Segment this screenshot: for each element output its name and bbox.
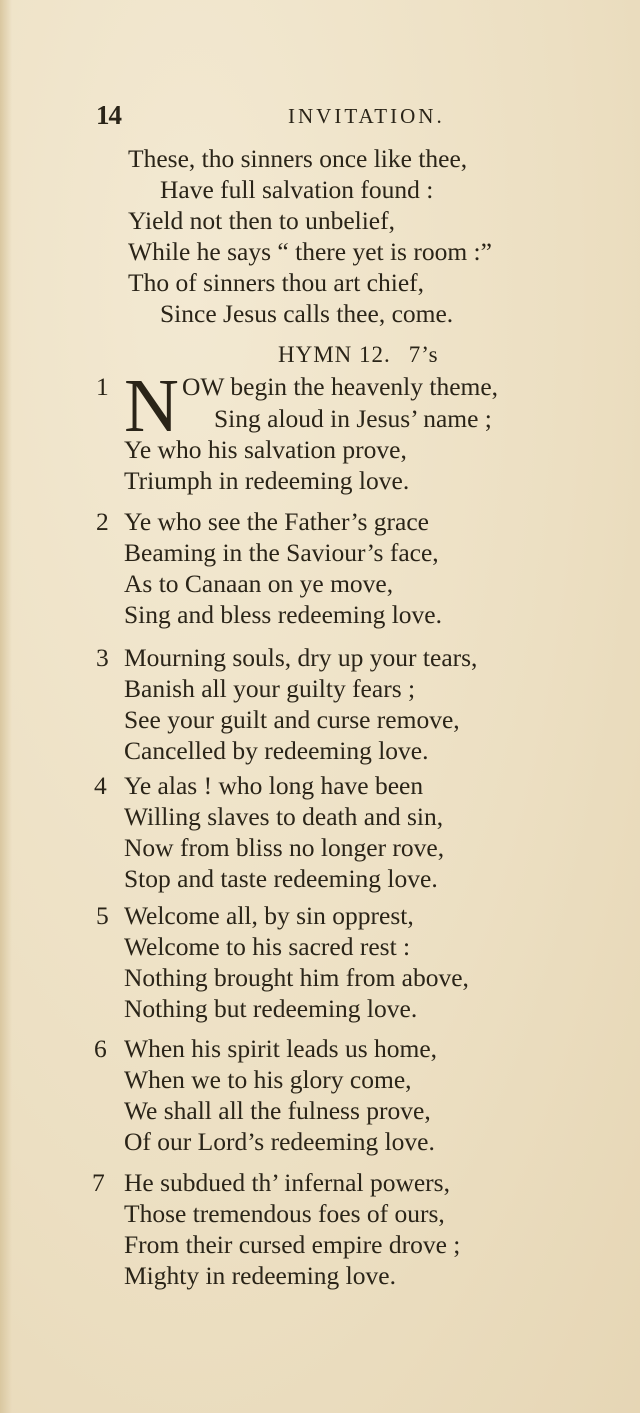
stanza-number: 3	[96, 643, 109, 672]
stanza-line: Willing slaves to death and sin,	[124, 802, 444, 831]
continuation-line: These, tho sinners once like thee,	[128, 144, 468, 173]
continuation-line: While he says “ there yet is room :”	[128, 237, 492, 266]
stanza-line: Ye who his salvation prove,	[124, 435, 407, 464]
page-header	[96, 100, 496, 134]
hymn-meter: 7’s	[408, 342, 439, 367]
stanza-line: When his spirit leads us home,	[124, 1034, 438, 1063]
stanza-number: 4	[94, 771, 107, 800]
stanza-line: From their cursed empire drove ;	[124, 1230, 461, 1259]
stanza-line: See your guilt and curse remove,	[124, 705, 460, 734]
first-line-rest: OW begin the heavenly theme,	[182, 372, 499, 401]
stanza-line: Mourning souls, dry up your tears,	[124, 643, 478, 672]
stanza-line: Triumph in redeeming love.	[124, 466, 410, 495]
stanza-line: Cancelled by redeeming love.	[124, 736, 429, 765]
stanza-line: Those tremendous foes of ours,	[124, 1199, 445, 1228]
stanza-line: Nothing but redeeming love.	[124, 994, 418, 1023]
stanza-line: Welcome to his sacred rest :	[124, 932, 411, 961]
continuation-line: Have full salvation found :	[160, 175, 434, 204]
stanza-number: 2	[96, 507, 109, 536]
drop-cap: N	[124, 364, 179, 448]
stanza-line: Welcome all, by sin opprest,	[124, 901, 414, 930]
page-number: 14	[96, 100, 121, 130]
stanza-line: Stop and taste redeeming love.	[124, 864, 438, 893]
continuation-line: Since Jesus calls thee, come.	[160, 299, 454, 328]
stanza-line: Now from bliss no longer rove,	[124, 833, 445, 862]
continuation-line: Yield not then to unbelief,	[128, 206, 395, 235]
stanza-line: As to Canaan on ye move,	[124, 569, 394, 598]
stanza-line: We shall all the fulness prove,	[124, 1096, 431, 1125]
stanza-line: Beaming in the Saviour’s face,	[124, 538, 439, 567]
hymn-number: HYMN 12.	[278, 342, 391, 367]
stanza-line: Banish all your guilty fears ;	[124, 674, 416, 703]
stanza-line: Of our Lord’s redeeming love.	[124, 1127, 435, 1156]
running-title: INVITATION.	[288, 104, 445, 128]
stanza-line: Ye alas ! who long have been	[124, 771, 424, 800]
stanza-line: When we to his glory come,	[124, 1065, 412, 1094]
stanza-line: Ye who see the Father’s grace	[124, 507, 429, 536]
stanza-number: 6	[94, 1034, 107, 1063]
hymn-title	[278, 342, 439, 368]
continuation-line: Tho of sinners thou art chief,	[128, 268, 425, 297]
stanza-line: He subdued th’ infernal powers,	[124, 1168, 450, 1197]
stanza-number: 5	[96, 901, 109, 930]
stanza-number: 1	[96, 372, 109, 401]
stanza-number: 7	[92, 1168, 105, 1197]
stanza-line: Sing aloud in Jesus’ name ;	[214, 404, 492, 433]
page-edge-stain	[0, 0, 12, 1413]
stanza-line: Mighty in redeeming love.	[124, 1261, 396, 1290]
stanza-line: Sing and bless redeeming love.	[124, 600, 442, 629]
stanza-line: Nothing brought him from above,	[124, 963, 469, 992]
